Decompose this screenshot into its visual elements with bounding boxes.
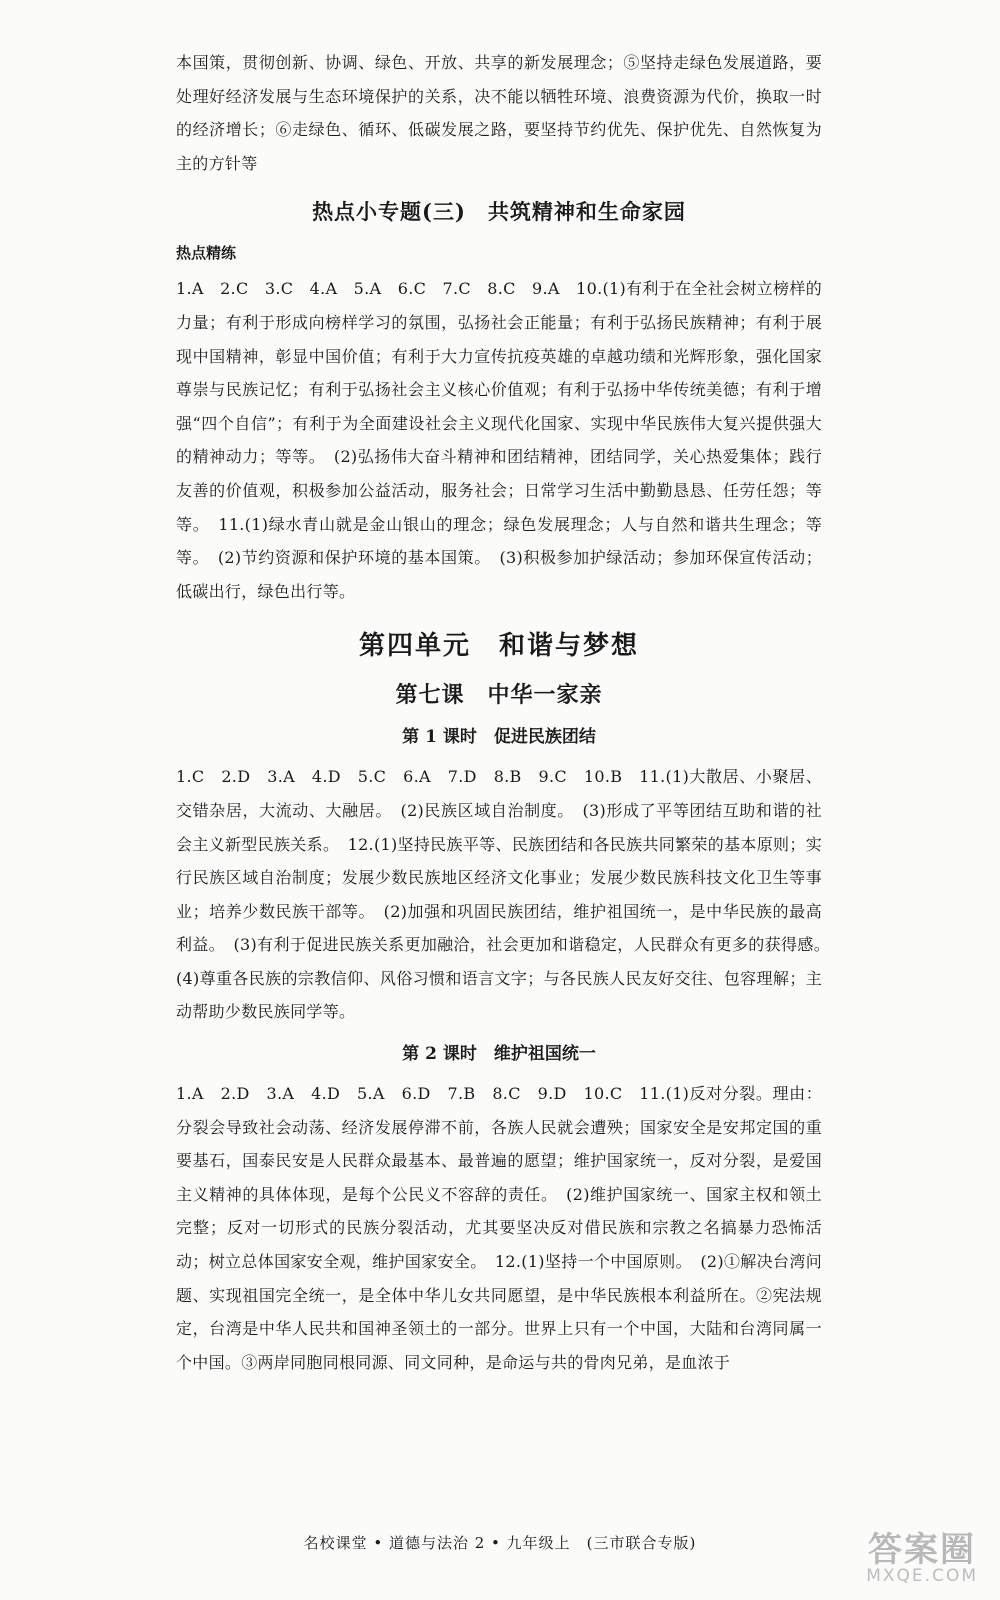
watermark-main-text: 答案圈	[868, 1530, 976, 1570]
hot-topic-answers: 1.A 2.C 3.C 4.A 5.A 6.C 7.C 8.C 9.A 10.(1)有利于在全社会树立榜样的力量；有利于形成向榜样学习的氛围，弘扬社会正能量；有利于弘扬民族精神；有利于展现中国精神，彰显中国价值；有利于大力宣传抗疫英雄的卓越功绩和光辉形象，强化国家尊崇与民族记忆；有利于弘扬社会主义核心价值观；有利于弘扬中华传统美德；有利于增强“四个自信”；有利于为全面建设社会主义现代化国家、实现中华民族伟大复兴提供强大的精神动力；等等。 (2)弘扬伟大奋斗精神和团结精神，团结同学，关心热爱集体；践行友善的价值观，积极参加公益活动，服务社会；日常学习生活中勤勤恳恳、任劳任怨；等等。 11.(1)绿水青山就是金山银山的理念；绿色发展理念；人与自然和谐共生理念；等等。 (2)节约资源和保护环境的基本国策。 (3)积极参加护绿活动；参加环保宣传活动；低碳出行，绿色出行等。	[176, 279, 822, 601]
intro-paragraph: 本国策，贯彻创新、协调、绿色、开放、共享的新发展理念；⑤坚持走绿色发展道路，要处理好经济发展与生态环境保护的关系，决不能以牺牲环境、浪费资源为代价，换取一时的经济增长；⑥走绿色、循环、低碳发展之路，要坚持节约优先、保护优先、自然恢复为主的方针等	[176, 53, 822, 173]
answer-page	[176, 46, 839, 1379]
hot-topic-title: 热点小专题(三) 共筑精神和生命家园	[312, 199, 686, 225]
lesson-title: 第七课 中华一家亲	[395, 682, 603, 709]
watermark-sub-text: MXQE.COM	[866, 1566, 978, 1586]
period-2-answers: 1.A 2.D 3.A 4.D 5.A 6.D 7.B 8.C 9.D 10.C 11.(1)反对分裂。理由：分裂会导致社会动荡、经济发展停滞不前，各族人民就会遭殃；国家安全是安邦定国的重要基石，国泰民安是人民群众最基本、最普遍的愿望；维护国家统一，反对分裂，是爱国主义精神的具体体现，是每个公民义不容辞的责任。 (2)维护国家统一、国家主权和领土完整；反对一切形式的民族分裂活动，尤其要坚决反对借民族和宗教之名搞暴力恐怖活动；树立总体国家安全观，维护国家安全。 12.(1)坚持一个中国原则。 (2)①解决台湾问题、实现祖国完全统一，是全体中华儿女共同愿望，是中华民族根本利益所在。②宪法规定，台湾是中华人民共和国神圣领土的一部分。世界上只有一个中国，大陆和台湾同属一个中国。③两岸同胞同根同源、同文同种，是命运与共的骨肉兄弟，是血浓于	[176, 1084, 822, 1372]
period-2-title: 第 2 课时 维护祖国统一	[402, 1044, 596, 1065]
period-1-title: 第 1 课时 促进民族团结	[402, 727, 596, 748]
hot-topic-label: 热点精练	[176, 244, 237, 263]
page-footer: 名校课堂 • 道德与法治 2 • 九年级上 (三市联合专版)	[303, 1534, 697, 1552]
watermark-logo	[810, 1522, 982, 1586]
unit-title: 第四单元 和谐与梦想	[358, 631, 639, 662]
period-1-answers: 1.C 2.D 3.A 4.D 5.C 6.A 7.D 8.B 9.C 10.B 11.(1)大散居、小聚居、交错杂居，大流动、大融居。 (2)民族区域自治制度。 (3)形成了平等团结互助和谐的社会主义新型民族关系。 12.(1)坚持民族平等、民族团结和各民族共同繁荣的基本原则；实行民族区域自治制度；发展少数民族地区经济文化事业；发展少数民族科技文化卫生等事业；培养少数民族干部等。 (2)加强和巩固民族团结，维护祖国统一，是中华民族的最高利益。 (3)有利于促进民族关系更加融洽，社会更加和谐稳定，人民群众有更多的获得感。 (4)尊重各民族的宗教信仰、风俗习惯和语言文字；与各民族人民友好交往、包容理解；主动帮助少数民族同学等。	[176, 767, 839, 1022]
